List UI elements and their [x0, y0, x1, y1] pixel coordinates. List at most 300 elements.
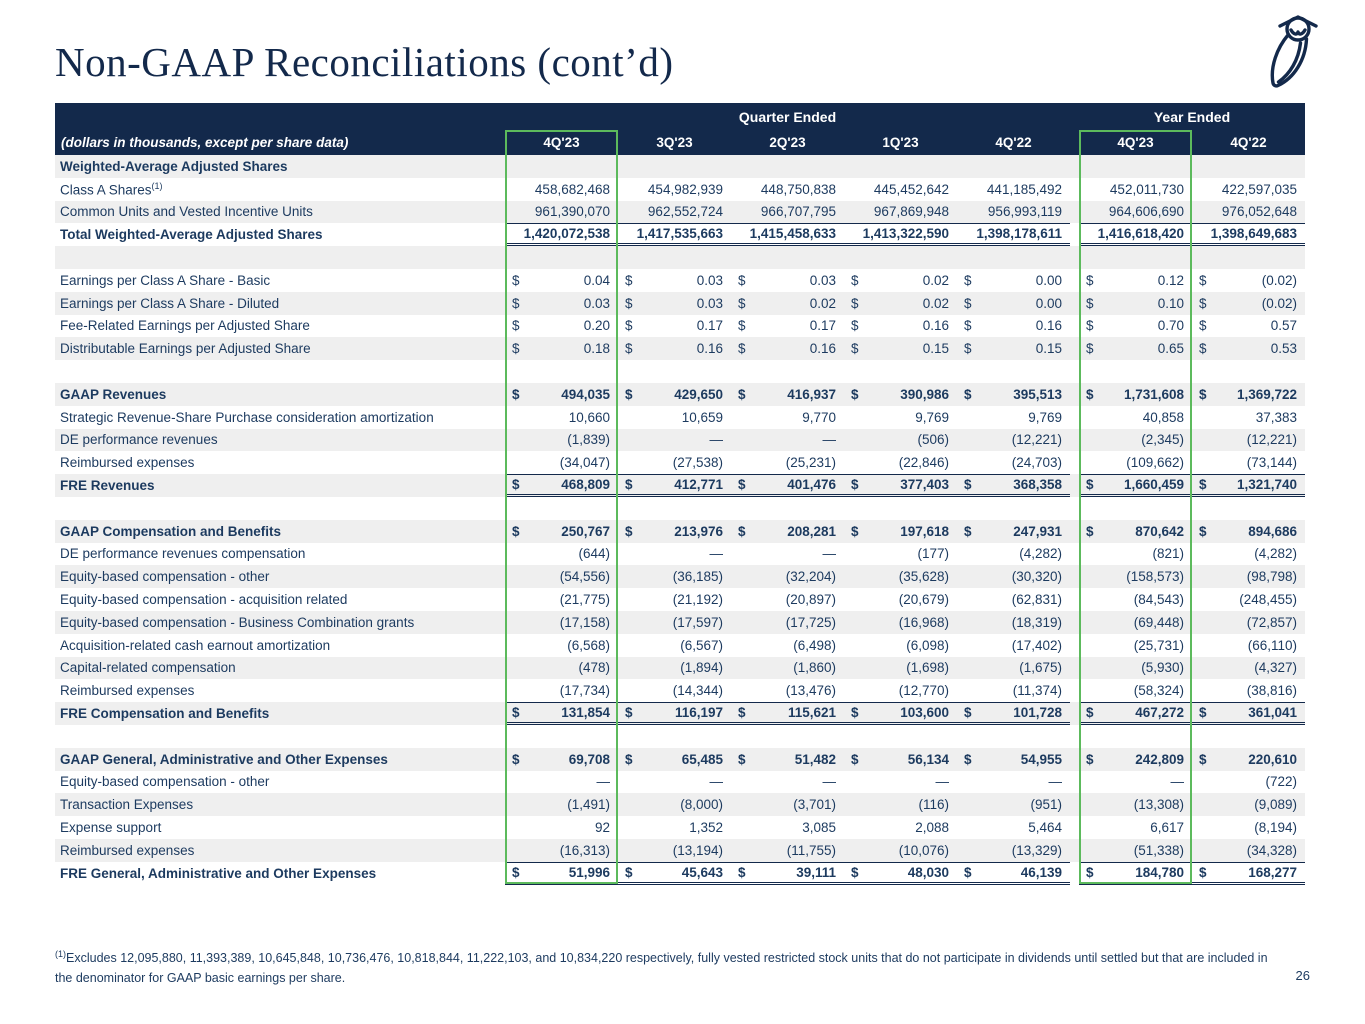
- row-label: FRE General, Administrative and Other Expenses: [60, 865, 377, 881]
- cell-value: [618, 360, 731, 383]
- spacer-row: [55, 246, 1305, 269]
- cell-value: [1079, 155, 1192, 178]
- cell-value: (6,568): [567, 637, 610, 653]
- cell-value: [1079, 725, 1192, 748]
- cell-value: [1079, 497, 1192, 520]
- row-label: Total Weighted-Average Adjusted Shares: [60, 227, 323, 243]
- column-gap: [1070, 565, 1079, 588]
- cell-value: [731, 155, 844, 178]
- group-header-row: [55, 103, 1305, 130]
- column-gap: [1070, 360, 1079, 383]
- cell-value: (16,313): [559, 842, 610, 858]
- column-gap: [1070, 201, 1079, 224]
- page-number: 26: [1295, 968, 1310, 983]
- cell-value: (27,538): [672, 455, 723, 471]
- table-row: [55, 337, 1305, 360]
- cell-value: [505, 155, 618, 178]
- cell-value: [505, 725, 618, 748]
- cell-value: $ 0.16: [738, 341, 836, 357]
- cell-value: $ 0.02: [851, 295, 949, 311]
- column-gap: [1070, 725, 1079, 748]
- cell-value: (17,402): [1011, 637, 1062, 653]
- cell-value: [731, 725, 844, 748]
- cell-value: [618, 497, 731, 520]
- cell-value: $ 1,731,608: [1086, 386, 1184, 402]
- cell-value: (1,491): [567, 797, 610, 813]
- col-4q22: 4Q'22: [995, 135, 1032, 150]
- cell-value: [505, 246, 618, 269]
- cell-value: $ 467,272: [1079, 702, 1192, 725]
- cell-value: —: [709, 432, 723, 448]
- cell-value: (25,731): [1133, 637, 1184, 653]
- cell-value: 1,415,458,633: [731, 223, 844, 246]
- cell-value: (8,000): [680, 797, 723, 813]
- cell-value: [1192, 155, 1305, 178]
- cell-value: $ 0.20: [512, 318, 610, 334]
- cell-value: (17,725): [785, 614, 836, 630]
- cell-value: 1,352: [689, 820, 723, 835]
- cell-value: $ 412,771: [618, 474, 731, 497]
- row-label: Capital-related compensation: [60, 660, 236, 676]
- cell-value: (25,231): [785, 455, 836, 471]
- table-row: [55, 223, 1305, 246]
- cell-value: 422,597,035: [1221, 181, 1297, 197]
- cell-value: (73,144): [1246, 455, 1297, 471]
- cell-value: 452,011,730: [1109, 181, 1184, 197]
- cell-value: [731, 360, 844, 383]
- cell-value: $ 65,485: [625, 751, 723, 767]
- column-gap: [1070, 315, 1079, 338]
- cell-value: 1,416,618,420: [1079, 223, 1192, 246]
- footnote-marker: (1): [55, 949, 66, 959]
- cell-value: (158,573): [1126, 569, 1184, 585]
- cell-value: $ 168,277: [1192, 862, 1305, 885]
- cell-value: $ 0.12: [1086, 272, 1184, 288]
- cell-value: (506): [917, 432, 949, 448]
- cell-value: $ 220,610: [1199, 751, 1297, 767]
- cell-value: (6,498): [793, 637, 836, 653]
- header-gap: [1070, 130, 1079, 155]
- cell-value: $ 116,197: [618, 702, 731, 725]
- cell-value: 40,858: [1142, 409, 1184, 425]
- cell-value: [844, 725, 957, 748]
- cell-value: (16,968): [898, 614, 949, 630]
- cell-value: $ 1,369,722: [1199, 386, 1297, 402]
- table-row: [55, 565, 1305, 588]
- row-label: Equity-based compensation - other: [60, 569, 270, 585]
- cell-value: $ (0.02): [1199, 295, 1297, 311]
- table-row: [55, 862, 1305, 885]
- cell-value: (66,110): [1247, 637, 1297, 653]
- cell-value: $ 1,660,459: [1079, 474, 1192, 497]
- cell-value: [1192, 497, 1305, 520]
- row-label: DE performance revenues: [60, 432, 218, 448]
- cell-value: (69,448): [1133, 614, 1184, 630]
- cell-value: [618, 155, 731, 178]
- column-gap: [1070, 178, 1079, 201]
- cell-value: [618, 246, 731, 269]
- table-row: [55, 155, 1305, 178]
- cell-value: (109,662): [1126, 455, 1184, 471]
- cell-value: (11,755): [786, 842, 836, 858]
- column-gap: [1070, 429, 1079, 452]
- cell-value: (13,308): [1133, 797, 1184, 813]
- table-row: [55, 429, 1305, 452]
- cell-value: 962,552,724: [647, 204, 723, 220]
- column-gap: [1070, 634, 1079, 657]
- cell-value: [844, 497, 957, 520]
- column-gap: [1070, 337, 1079, 360]
- column-gap: [1070, 793, 1079, 816]
- cell-value: (72,857): [1246, 614, 1297, 630]
- column-gap: [1070, 679, 1079, 702]
- group-year-ended: Year Ended: [1153, 108, 1231, 125]
- table-row: [55, 269, 1305, 292]
- column-gap: [1070, 383, 1079, 406]
- cell-value: $ 39,111: [731, 862, 844, 885]
- cell-value: (116): [918, 797, 949, 813]
- cell-value: (21,192): [672, 592, 723, 608]
- cell-value: $ 416,937: [738, 386, 836, 402]
- column-gap: [1070, 657, 1079, 680]
- cell-value: [844, 360, 957, 383]
- column-gap: [1070, 839, 1079, 862]
- row-label: Earnings per Class A Share - Diluted: [60, 295, 280, 311]
- cell-value: —: [709, 546, 723, 562]
- cell-value: (821): [1152, 546, 1184, 562]
- cell-value: 92: [594, 820, 610, 835]
- cell-value: 445,452,642: [873, 181, 949, 197]
- cell-value: $ 0.03: [512, 295, 610, 311]
- cell-value: 976,052,648: [1221, 204, 1297, 220]
- cell-value: —: [822, 774, 836, 790]
- cell-value: 1,417,535,663: [618, 223, 731, 246]
- table-row: [55, 543, 1305, 566]
- row-label: Expense support: [60, 820, 162, 835]
- cell-value: $ 0.16: [625, 341, 723, 357]
- cell-value: $ 131,854: [505, 702, 618, 725]
- cell-value: (12,221): [1246, 432, 1297, 448]
- row-label: Earnings per Class A Share - Basic: [60, 272, 271, 288]
- cell-value: (13,329): [1011, 842, 1062, 858]
- cell-value: $ 0.15: [851, 341, 949, 357]
- cell-value: $ 390,986: [851, 386, 949, 402]
- table-header: [55, 103, 1305, 155]
- cell-value: (62,831): [1011, 592, 1062, 608]
- cell-value: $ 0.65: [1086, 341, 1184, 357]
- page-title: Non-GAAP Reconciliations (cont’d): [55, 39, 674, 85]
- cell-value: (644): [578, 546, 610, 562]
- table-row: [55, 520, 1305, 543]
- cell-value: (51,338): [1133, 842, 1184, 858]
- row-label: Reimbursed expenses: [60, 683, 195, 699]
- cell-value: (13,476): [785, 683, 836, 699]
- cell-value: (248,455): [1239, 592, 1297, 608]
- footnote-text: Excludes 12,095,880, 11,393,389, 10,645,848, 10,736,476, 10,818,844, 11,222,103, and 10,834,220 respectively, fully vested restricted stock units that do not participate in dividends until settled but that are included in the denominator for GAAP basic earnings per share.: [55, 951, 1268, 985]
- spacer-row: [55, 360, 1305, 383]
- table-row: [55, 178, 1305, 201]
- cell-value: (38,816): [1246, 683, 1297, 699]
- group-quarter-ended: Quarter Ended: [738, 108, 837, 125]
- cell-value: (1,698): [906, 660, 949, 676]
- table-row: [55, 292, 1305, 315]
- cell-value: (1,839): [567, 432, 610, 448]
- cell-value: (4,327): [1254, 660, 1297, 676]
- cell-value: $ 46,139: [957, 862, 1070, 885]
- cell-value: $ 0.03: [625, 295, 723, 311]
- cell-value: 1,413,322,590: [844, 223, 957, 246]
- col-3q23: 3Q'23: [656, 135, 693, 150]
- cell-value: (34,328): [1246, 842, 1297, 858]
- table-row: [55, 588, 1305, 611]
- cell-value: $ 197,618: [851, 523, 949, 539]
- cell-value: $ 103,600: [844, 702, 957, 725]
- row-label: Transaction Expenses: [60, 797, 194, 813]
- cell-value: 956,993,119: [987, 204, 1062, 220]
- cell-value: (951): [1030, 797, 1062, 813]
- cell-value: 10,660: [568, 409, 610, 425]
- cell-value: (14,344): [672, 683, 723, 699]
- cell-value: $ 401,476: [731, 474, 844, 497]
- units-note: (dollars in thousands, except per share data): [61, 135, 349, 150]
- cell-value: [1079, 360, 1192, 383]
- cell-value: $ 494,035: [512, 386, 610, 402]
- cell-value: [505, 360, 618, 383]
- cell-value: —: [596, 774, 610, 790]
- column-gap: [1070, 246, 1079, 269]
- cell-value: $ 69,708: [512, 751, 610, 767]
- row-label: Weighted-Average Adjusted Shares: [60, 158, 288, 174]
- cell-value: (10,076): [898, 842, 949, 858]
- owl-logo-icon: [1257, 12, 1319, 92]
- row-label: Class A Shares$^{(1)}$: [60, 180, 163, 198]
- table-body: [55, 155, 1305, 885]
- row-label: Reimbursed expenses: [60, 455, 195, 471]
- cell-value: (35,628): [898, 569, 949, 585]
- col-ye-4q22: 4Q'22: [1230, 135, 1267, 150]
- row-label: GAAP Revenues: [60, 386, 167, 402]
- cell-value: (58,324): [1133, 683, 1184, 699]
- col-1q23: 1Q'23: [882, 135, 919, 150]
- cell-value: —: [709, 774, 723, 790]
- cell-value: $ 0.70: [1086, 318, 1184, 334]
- cell-value: $ 115,621: [731, 702, 844, 725]
- cell-value: (17,158): [559, 614, 610, 630]
- cell-value: $ 429,650: [625, 386, 723, 402]
- cell-value: $ 0.18: [512, 341, 610, 357]
- column-gap: [1070, 497, 1079, 520]
- cell-value: (24,703): [1011, 455, 1062, 471]
- table-row: [55, 679, 1305, 702]
- cell-value: (17,734): [559, 683, 610, 699]
- cell-value: (84,543): [1133, 592, 1184, 608]
- cell-value: $ 0.03: [625, 272, 723, 288]
- cell-value: (6,098): [906, 637, 949, 653]
- cell-value: $ 0.16: [964, 318, 1062, 334]
- column-gap: [1070, 406, 1079, 429]
- cell-value: 964,606,690: [1108, 204, 1184, 220]
- cell-value: [957, 155, 1070, 178]
- cell-value: (21,775): [559, 592, 610, 608]
- cell-value: $ 184,780: [1079, 862, 1192, 885]
- row-label: Equity-based compensation - Business Combination grants: [60, 614, 415, 630]
- cell-value: $ 0.02: [738, 295, 836, 311]
- row-label: Strategic Revenue-Share Purchase consideration amortization: [60, 409, 434, 425]
- cell-value: (9,089): [1254, 797, 1297, 813]
- cell-value: (20,897): [785, 592, 836, 608]
- column-gap: [1070, 748, 1079, 771]
- cell-value: (20,679): [898, 592, 949, 608]
- cell-value: (3,701): [793, 797, 836, 813]
- row-label: FRE Compensation and Benefits: [60, 706, 270, 722]
- cell-value: $ 377,403: [844, 474, 957, 497]
- cell-value: $ 395,513: [964, 386, 1062, 402]
- column-gap: [1070, 588, 1079, 611]
- cell-value: [957, 246, 1070, 269]
- cell-value: (2,345): [1141, 432, 1184, 448]
- cell-value: 2,088: [915, 820, 949, 835]
- cell-value: (17,597): [672, 614, 723, 630]
- cell-value: [505, 497, 618, 520]
- column-header-row: [55, 130, 1305, 155]
- cell-value: $ 0.17: [738, 318, 836, 334]
- cell-value: $ 894,686: [1199, 523, 1297, 539]
- cell-value: $ 0.16: [851, 318, 949, 334]
- cell-value: $ 0.15: [964, 341, 1062, 357]
- cell-value: 966,707,795: [760, 204, 836, 220]
- cell-value: 458,682,468: [534, 181, 610, 197]
- column-gap: [1070, 292, 1079, 315]
- cell-value: [618, 725, 731, 748]
- cell-value: 961,390,070: [534, 204, 610, 220]
- cell-value: [731, 246, 844, 269]
- table-row: [55, 634, 1305, 657]
- cell-value: (4,282): [1254, 546, 1297, 562]
- cell-value: (1,675): [1019, 660, 1062, 676]
- cell-value: $ 0.04: [512, 272, 610, 288]
- cell-value: 967,869,948: [873, 204, 949, 220]
- cell-value: $ 0.57: [1199, 318, 1297, 334]
- row-label: GAAP Compensation and Benefits: [60, 523, 282, 539]
- cell-value: (5,930): [1141, 660, 1184, 676]
- table-row: [55, 451, 1305, 474]
- table-row: [55, 201, 1305, 224]
- table-row: [55, 406, 1305, 429]
- cell-value: $ 54,955: [964, 751, 1062, 767]
- table-row: [55, 816, 1305, 839]
- spacer-row: [55, 497, 1305, 520]
- cell-value: $ 0.02: [851, 272, 949, 288]
- table-row: [55, 657, 1305, 680]
- cell-value: (98,798): [1246, 569, 1297, 585]
- cell-value: $ 0.03: [738, 272, 836, 288]
- column-gap: [1070, 611, 1079, 634]
- column-gap: [1070, 451, 1079, 474]
- cell-value: 37,383: [1255, 409, 1297, 425]
- cell-value: $ 45,643: [618, 862, 731, 885]
- cell-value: $ (0.02): [1199, 272, 1297, 288]
- cell-value: (4,282): [1019, 546, 1062, 562]
- cell-value: $ 1,321,740: [1192, 474, 1305, 497]
- cell-value: $ 0.00: [964, 295, 1062, 311]
- cell-value: (1,894): [680, 660, 723, 676]
- cell-value: $ 368,358: [957, 474, 1070, 497]
- cell-value: —: [935, 774, 949, 790]
- column-gap: [1070, 862, 1079, 885]
- spacer-row: [55, 725, 1305, 748]
- reconciliation-table: [55, 103, 1305, 885]
- cell-value: —: [822, 546, 836, 562]
- cell-value: $ 870,642: [1086, 523, 1184, 539]
- cell-value: (36,185): [672, 569, 723, 585]
- cell-value: —: [1048, 774, 1062, 790]
- cell-value: [1192, 360, 1305, 383]
- row-label: GAAP General, Administrative and Other Expenses: [60, 751, 388, 767]
- cell-value: $ 208,281: [738, 523, 836, 539]
- row-label: Fee-Related Earnings per Adjusted Share: [60, 318, 310, 334]
- table-row: [55, 474, 1305, 497]
- cell-value: [844, 246, 957, 269]
- column-gap: [1070, 520, 1079, 543]
- cell-value: $ 51,996: [505, 862, 618, 885]
- column-gap: [1070, 702, 1079, 725]
- cell-value: (11,374): [1012, 683, 1062, 699]
- cell-value: $ 250,767: [512, 523, 610, 539]
- cell-value: $ 361,041: [1192, 702, 1305, 725]
- cell-value: —: [822, 432, 836, 448]
- cell-value: 448,750,838: [760, 181, 836, 197]
- cell-value: 6,617: [1150, 820, 1184, 835]
- cell-value: 441,185,492: [986, 181, 1062, 197]
- cell-value: 9,769: [1028, 409, 1062, 425]
- row-label: Equity-based compensation - acquisition related: [60, 592, 348, 608]
- column-gap: [1070, 155, 1079, 178]
- cell-value: 1,420,072,538: [505, 223, 618, 246]
- col-ye-4q23: 4Q'23: [1117, 135, 1154, 150]
- table-row: [55, 383, 1305, 406]
- row-label: Distributable Earnings per Adjusted Share: [60, 341, 311, 357]
- table-row: [55, 771, 1305, 794]
- table-row: [55, 702, 1305, 725]
- row-label: FRE Revenues: [60, 478, 155, 494]
- column-gap: [1070, 543, 1079, 566]
- table-row: [55, 748, 1305, 771]
- cell-value: (1,860): [793, 660, 836, 676]
- cell-value: (8,194): [1254, 820, 1297, 835]
- table-row: [55, 315, 1305, 338]
- cell-value: (30,320): [1011, 569, 1062, 585]
- cell-value: $ 213,976: [625, 523, 723, 539]
- cell-value: 10,659: [681, 409, 723, 425]
- col-2q23: 2Q'23: [769, 135, 806, 150]
- row-label: Common Units and Vested Incentive Units: [60, 204, 313, 220]
- footnote: [55, 948, 1283, 988]
- cell-value: 5,464: [1028, 820, 1062, 835]
- cell-value: [1192, 246, 1305, 269]
- cell-value: 3,085: [802, 820, 836, 835]
- cell-value: 1,398,178,611: [957, 223, 1070, 246]
- table-row: [55, 839, 1305, 862]
- cell-value: (22,846): [898, 455, 949, 471]
- cell-value: [1079, 246, 1192, 269]
- cell-value: 9,769: [915, 409, 949, 425]
- cell-value: (34,047): [559, 455, 610, 471]
- cell-value: [957, 360, 1070, 383]
- column-gap: [1070, 269, 1079, 292]
- cell-value: (6,567): [680, 637, 723, 653]
- cell-value: $ 101,728: [957, 702, 1070, 725]
- column-gap: [1070, 223, 1079, 246]
